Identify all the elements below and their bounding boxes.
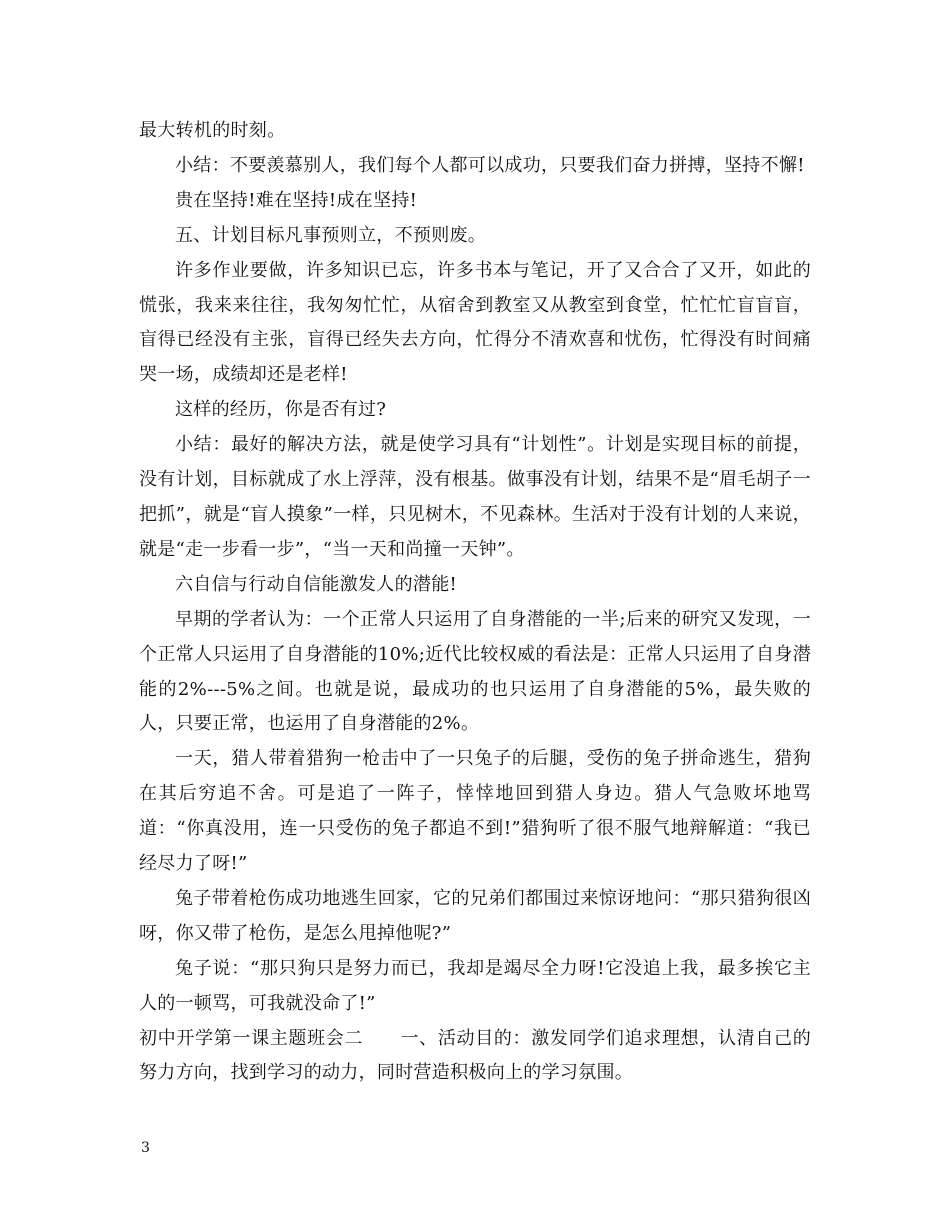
paragraph: 许多作业要做，许多知识已忘，许多书本与笔记，开了又合合了又开，如此的慌张，我来来往往，我匆匆忙忙，从宿舍到教室又从教室到食堂，忙忙忙盲盲盲，盲得已经没有主张，盲得已经失去方向，忙得分不清欢喜和忧伤，忙得没有时间痛哭一场，成绩却还是老样! bbox=[139, 259, 811, 386]
paragraph: 这样的经历，你是否有过? bbox=[175, 399, 387, 421]
paragraph: 贵在坚持!难在坚持!成在坚持! bbox=[175, 189, 418, 211]
paragraph: 一天，猎人带着猎狗一枪击中了一只兔子的后腿，受伤的兔子拼命逃生，猎狗在其后穷追不舍。可是追了一阵子，悻悻地回到猎人身边。猎人气急败坏地骂道：“你真没用，连一只受伤的兔子都追不到!”猎狗听了很不服气地辩解道：“我已经尽力了呀!” bbox=[139, 748, 811, 875]
paragraph: 最大转机的时刻。 bbox=[139, 120, 286, 141]
section-heading: 五、计划目标凡事预则立，不预则废。 bbox=[175, 224, 487, 246]
paragraph: 小结：不要羡慕别人，我们每个人都可以成功，只要我们奋力拼搏，坚持不懈! bbox=[175, 154, 805, 176]
paragraph: 初中开学第一课主题班会二 一、活动目的：激发同学们追求理想，认清自己的努力方向，找到学习的动力，同时营造积极向上的学习氛围。 bbox=[139, 1027, 811, 1084]
section-heading: 六自信与行动自信能激发人的潜能! bbox=[175, 573, 458, 595]
paragraph: 兔子带着枪伤成功地逃生回家，它的兄弟们都围过来惊讶地问：“那只猎狗很凶呀，你又带了枪伤，是怎么甩掉他呢?” bbox=[139, 887, 811, 944]
paragraph: 兔子说：“那只狗只是努力而已，我却是竭尽全力呀!它没追上我，最多挨它主人的一顿骂，可我就没命了!” bbox=[139, 957, 811, 1014]
page-number: 3 bbox=[141, 1140, 150, 1156]
paragraph: 小结：最好的解决方法，就是使学习具有“计划性”。计划是实现目标的前提，没有计划，目标就成了水上浮萍，没有根基。做事没有计划，结果不是“眉毛胡子一把抓”，就是“盲人摸象”一样，只见树木，不见森林。生活对于没有计划的人来说，就是“走一步看一步”，“当一天和尚撞一天钟”。 bbox=[139, 434, 811, 560]
paragraph: 早期的学者认为：一个正常人只运用了自身潜能的一半;后来的研究又发现，一个正常人只运用了自身潜能的10%;近代比较权威的看法是：正常人只运用了自身潜能的2%---5%之间。也就是说，最成功的也只运用了自身潜能的5%，最失败的人，只要正常，也运用了自身潜能的2%。 bbox=[139, 608, 811, 735]
body-text bbox=[139, 114, 811, 1091]
